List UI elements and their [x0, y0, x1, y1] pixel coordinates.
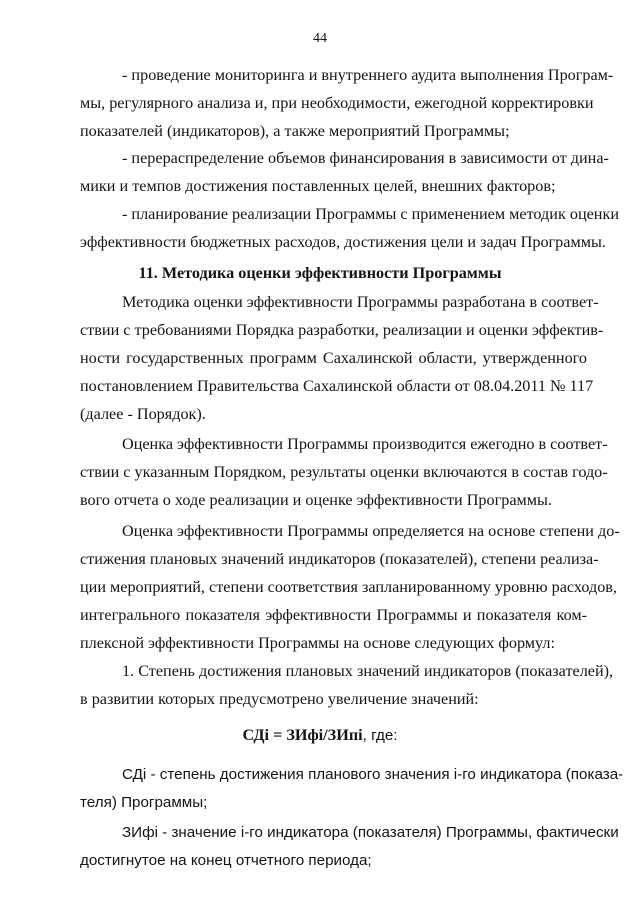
section-title: 11. Методика оценки эффективности Программы [138, 264, 502, 282]
paragraph-2-line-3: вого отчета о ходе реализации и оценке эффективности Программы. [80, 491, 552, 509]
bullet-3-line-1: - планирование реализации Программы с применением методик оценки [122, 205, 619, 223]
formula [0, 725, 640, 746]
paragraph-1-line-4: постановлением Правительства Сахалинской области от 08.04.2011 № 117 [80, 377, 594, 395]
paragraph-1-line-5: (далее - Порядок). [80, 405, 206, 423]
paragraph-3-line-5: плексной эффективности Программы на основе следующих формул: [80, 634, 555, 652]
paragraph-3-line-2: стижения плановых значений индикаторов (показателей), степени реализа- [80, 550, 599, 568]
paragraph-4-line-2: в развитии которых предусмотрено увеличение значений: [80, 690, 479, 708]
paragraph-3-line-4: интегрального показателя эффективности Программы и показателя ком- [80, 606, 587, 624]
formula-suffix: , где: [362, 727, 398, 744]
definition-1-line-2: теля) Программы; [80, 794, 208, 811]
bullet-2-line-1: - перераспределение объемов финансирования в зависимости от дина- [122, 149, 609, 167]
bullet-3-line-2: эффективности бюджетных расходов, достижения цели и задач Программы. [80, 233, 606, 251]
definition-2-line-2: достигнутое на конец отчетного периода; [80, 852, 372, 869]
paragraph-4-line-1: 1. Степень достижения плановых значений индикаторов (показателей), [122, 662, 614, 680]
formula-expression: СДi = ЗИфi/ЗИпi [242, 726, 363, 744]
bullet-1-line-3: показателей (индикаторов), а также мероприятий Программы; [80, 122, 510, 140]
paragraph-1-line-3: ности государственных программ Сахалинской области, утвержденного [80, 349, 587, 367]
paragraph-1-line-2: ствии с требованиями Порядка разработки, реализации и оценки эффектив- [80, 321, 604, 339]
page-number: 44 [313, 31, 327, 46]
bullet-1-line-1: - проведение мониторинга и внутреннего аудита выполнения Програм- [122, 66, 614, 84]
paragraph-3-line-3: ции мероприятий, степени соответствия запланированному уровню расходов, [80, 578, 617, 596]
definition-2-line-1: ЗИфi - значение i-го индикатора (показателя) Программы, фактически [122, 824, 619, 841]
paragraph-2-line-1: Оценка эффективности Программы производится ежегодно в соответ- [122, 435, 608, 453]
definition-1-line-1: СДi - степень достижения планового значения i-го индикатора (показа- [122, 766, 624, 783]
paragraph-1-line-1: Методика оценки эффективности Программы разработана в соответ- [122, 293, 599, 311]
bullet-2-line-2: мики и темпов достижения поставленных целей, внешних факторов; [80, 177, 556, 195]
paragraph-3-line-1: Оценка эффективности Программы определяется на основе степени до- [122, 522, 620, 540]
bullet-1-line-2: мы, регулярного анализа и, при необходимости, ежегодной корректировки [80, 94, 594, 112]
paragraph-2-line-2: ствии с указанным Порядком, результаты оценки включаются в состав годо- [80, 463, 608, 481]
